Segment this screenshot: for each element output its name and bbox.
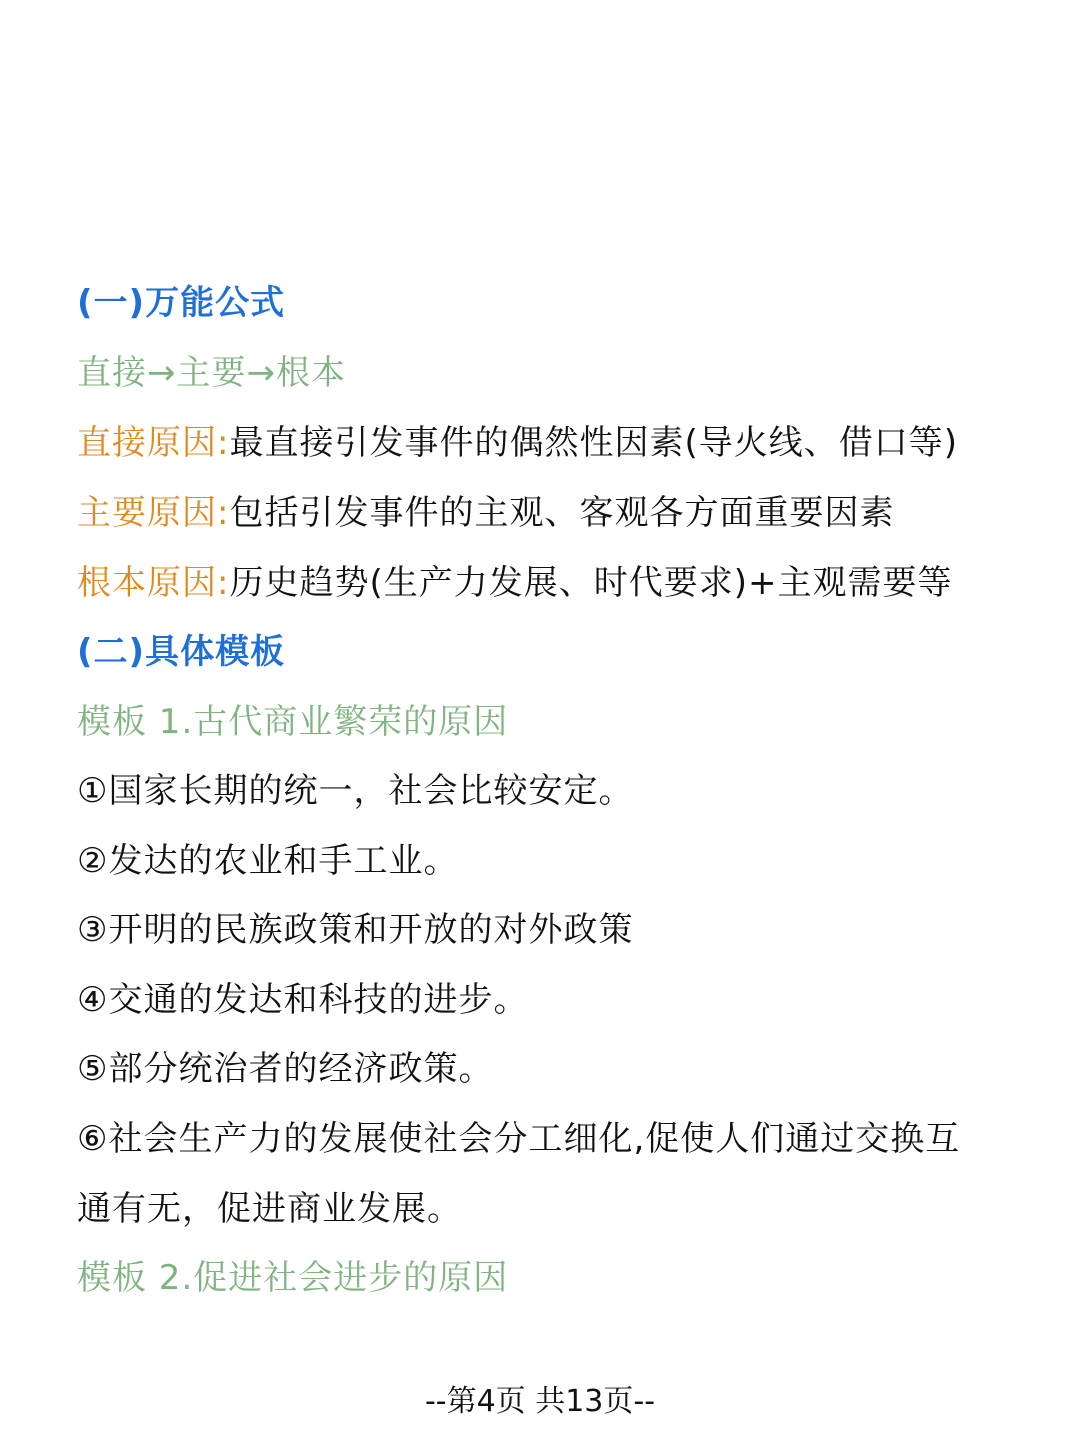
cause-main-label: 主要原因: [77, 493, 230, 533]
template1-point-3: ③开明的民族政策和开放的对外政策 [77, 910, 634, 950]
template1-point-4: ④交通的发达和科技的进步。 [77, 980, 529, 1020]
cause-main-text: 包括引发事件的主观、客观各方面重要因素 [229, 493, 895, 533]
cause-root-text: 历史趋势(生产力发展、时代要求)+主观需要等 [229, 563, 953, 603]
template1-point-6: ⑥社会生产力的发展使社会分工细化,促使人们通过交换互 [77, 1119, 961, 1159]
cause-direct-text: 最直接引发事件的偶然性因素(导火线、借口等) [229, 423, 958, 463]
template1-point-2: ②发达的农业和手工业。 [77, 841, 459, 881]
section2-title: (二)具体模板 [77, 632, 286, 672]
page-indicator: --第4页 共13页-- [424, 1384, 656, 1419]
template1-point-1: ①国家长期的统一，社会比较安定。 [77, 771, 634, 811]
template1-point-5: ⑤部分统治者的经济政策。 [77, 1049, 494, 1089]
cause-direct [77, 408, 1040, 478]
section1-sequence: 直接→主要→根本 [77, 353, 346, 393]
cause-root [77, 548, 1040, 618]
cause-main [77, 478, 1040, 548]
template2-title: 模板 2.促进社会进步的原因 [77, 1258, 509, 1298]
template1-title: 模板 1.古代商业繁荣的原因 [77, 702, 509, 742]
cause-direct-label: 直接原因: [77, 423, 230, 463]
template1-point-6-cont: 通有无，促进商业发展。 [77, 1189, 462, 1229]
section1-title: (一)万能公式 [77, 283, 286, 323]
cause-root-label: 根本原因: [77, 563, 230, 603]
